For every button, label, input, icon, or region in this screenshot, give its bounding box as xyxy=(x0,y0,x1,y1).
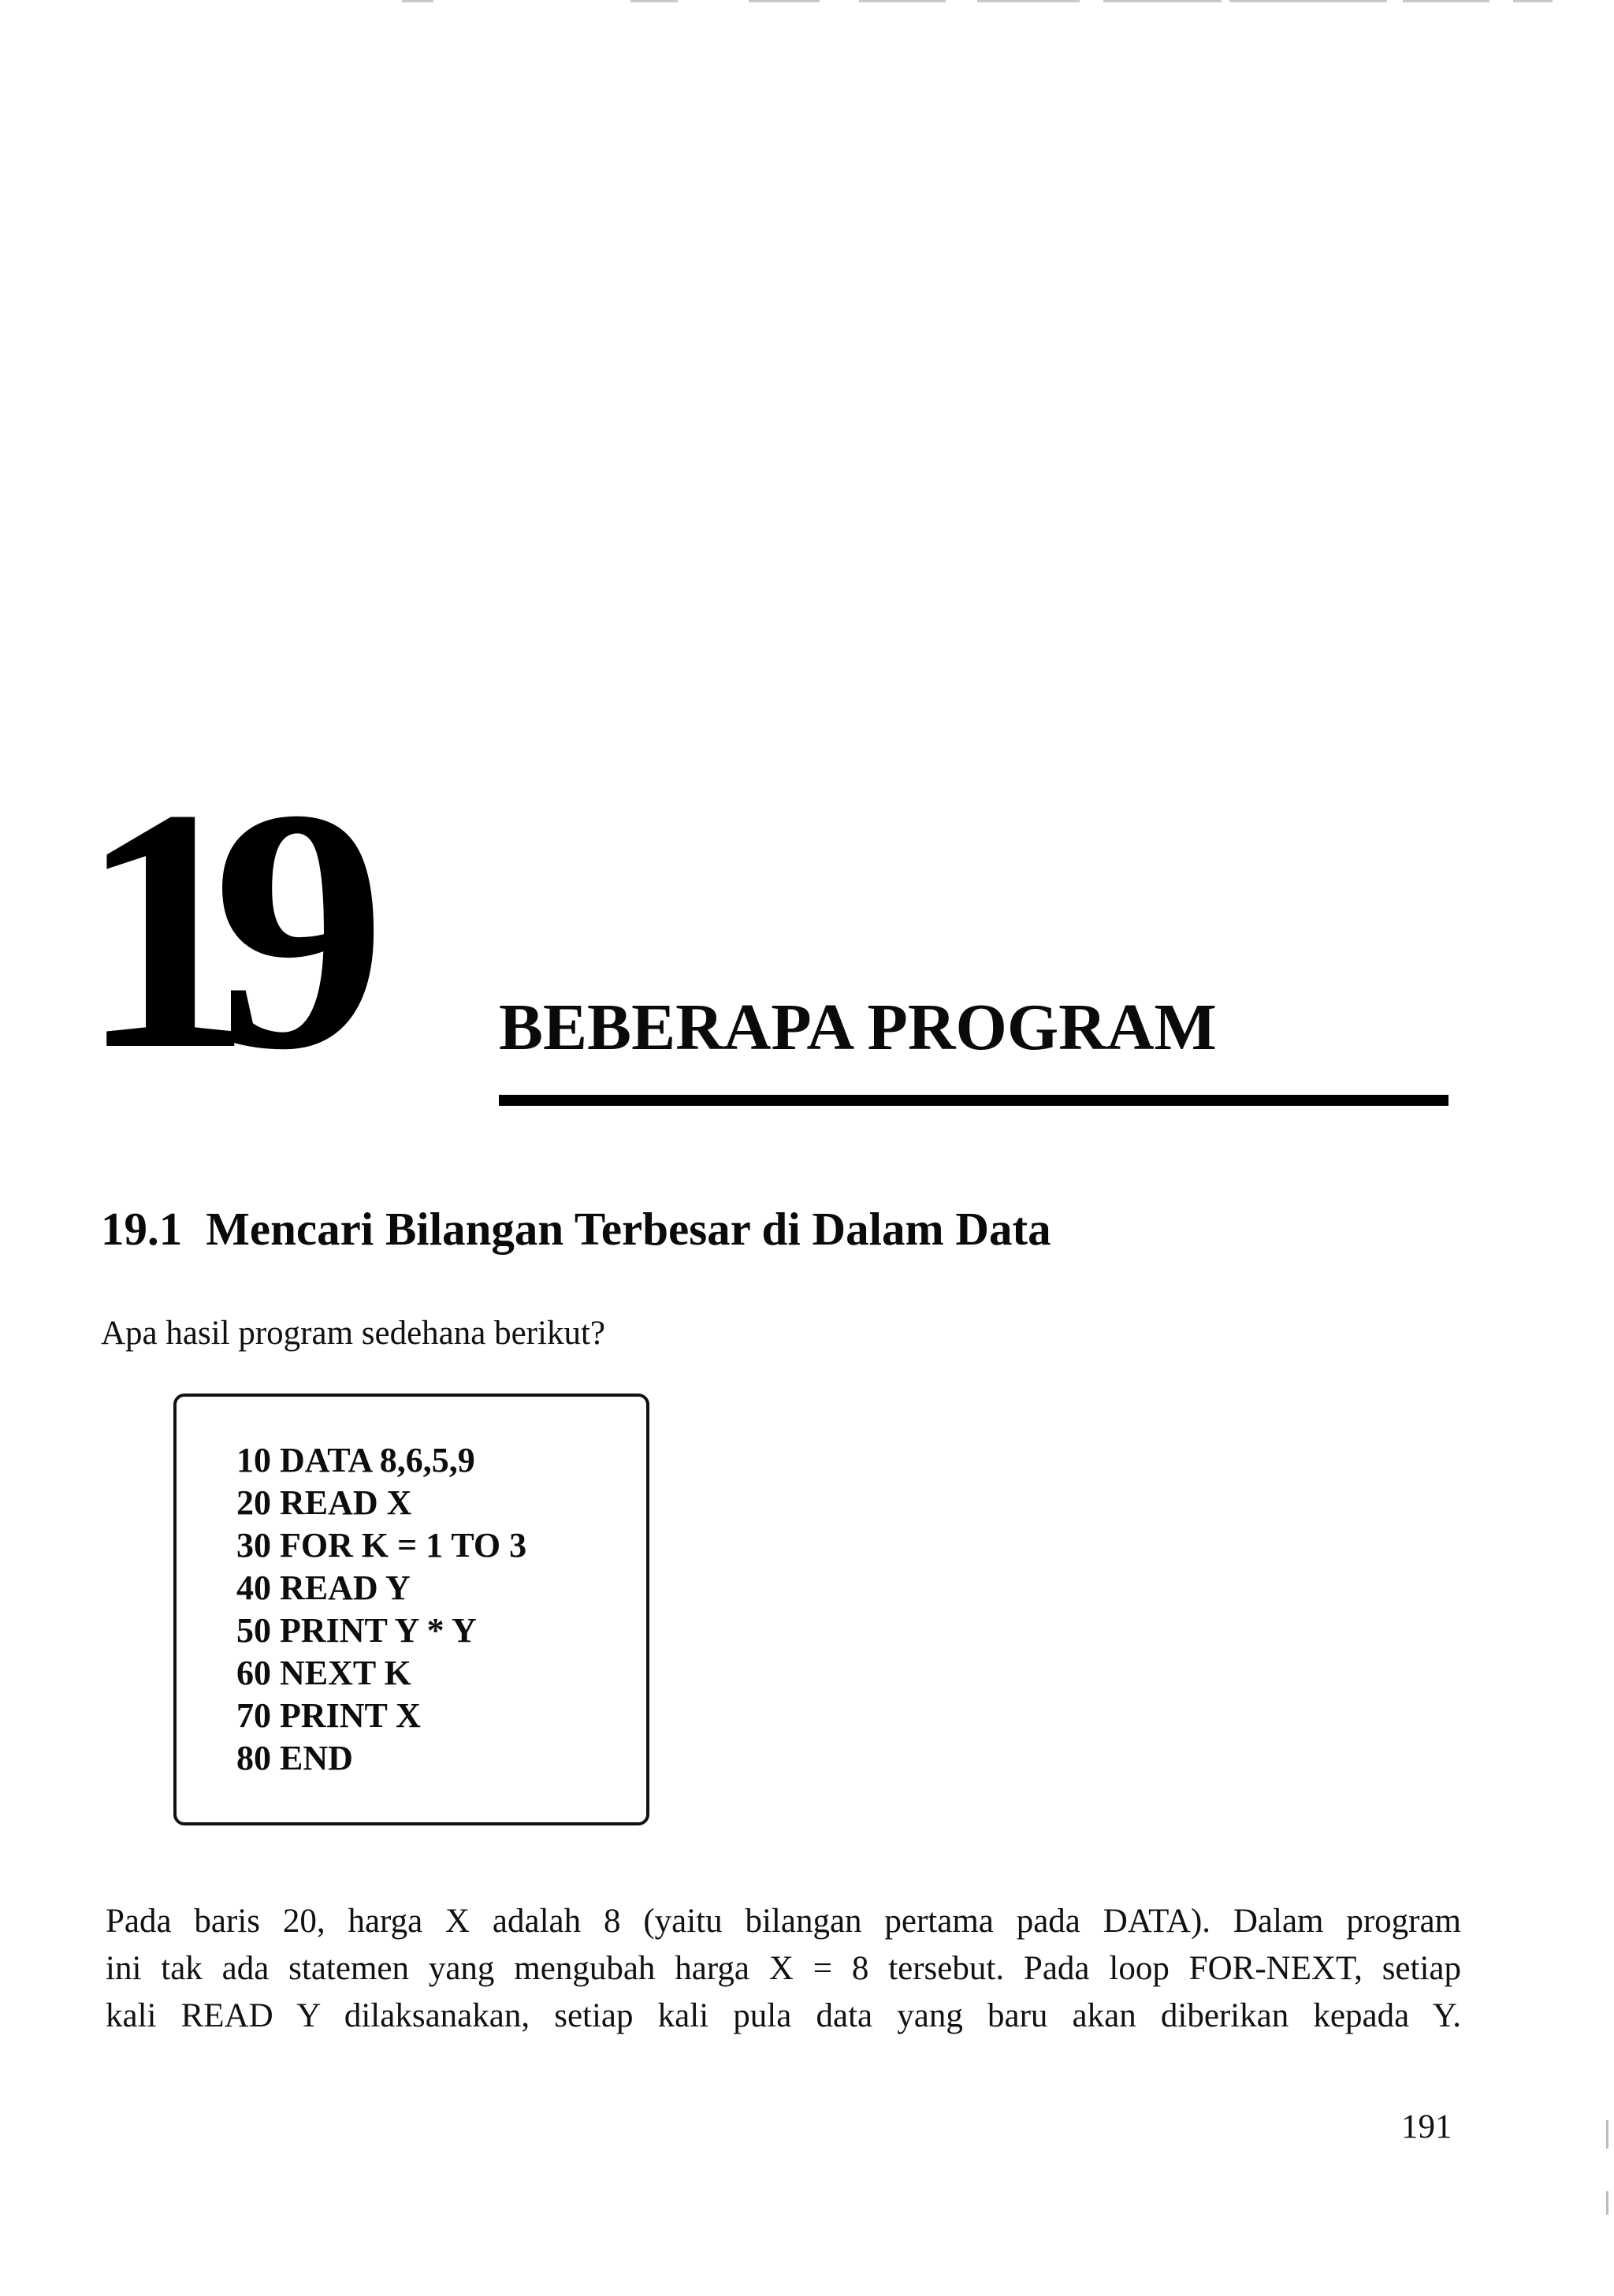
chapter-number: 19 xyxy=(79,738,347,1122)
section-heading xyxy=(101,1203,1051,1255)
body-line: Pada baris 20, harga X adalah 8 (yaitu bilangan pertama pada DATA). Dalam program xyxy=(106,1903,1461,1940)
scan-artifact xyxy=(1103,0,1222,2)
scan-artifact xyxy=(859,0,946,2)
section-title: Mencari Bilangan Terbesar di Dalam Data xyxy=(206,1203,1051,1255)
code-line: 10 DATA 8,6,5,9 xyxy=(236,1441,475,1479)
scan-artifact xyxy=(402,0,433,2)
code-line: 60 NEXT K xyxy=(236,1654,411,1692)
scan-artifact xyxy=(977,0,1080,2)
scan-artifact xyxy=(1606,2120,1608,2149)
code-listing-box xyxy=(173,1394,649,1825)
chapter-title-rule xyxy=(499,1095,1449,1106)
body-paragraph xyxy=(106,1898,1461,2040)
scan-artifact xyxy=(749,0,820,2)
code-listing xyxy=(236,1439,526,1780)
page-number: 191 xyxy=(1401,2108,1452,2145)
code-line: 80 END xyxy=(236,1739,353,1777)
scan-artifact xyxy=(630,0,678,2)
code-line: 50 PRINT Y * Y xyxy=(236,1611,477,1650)
body-line: kali READ Y dilaksanakan, setiap kali pula data yang baru akan diberikan kepada Y. xyxy=(106,1997,1461,2034)
section-number: 19.1 xyxy=(101,1203,183,1255)
scan-artifact xyxy=(1606,2191,1608,2215)
scan-artifact xyxy=(1229,0,1387,2)
code-line: 70 PRINT X xyxy=(236,1696,421,1735)
body-line: ini tak ada statemen yang mengubah harga X = 8 tersebut. Pada loop FOR-NEXT, setiap xyxy=(106,1950,1461,1987)
chapter-title: BEBERAPA PROGRAM xyxy=(499,991,1217,1064)
scan-artifact xyxy=(1513,0,1553,2)
code-line: 40 READ Y xyxy=(236,1568,411,1607)
code-line: 30 FOR K = 1 TO 3 xyxy=(236,1526,527,1565)
scan-artifact xyxy=(1403,0,1489,2)
intro-text: Apa hasil program sedehana berikut? xyxy=(101,1315,605,1352)
code-line: 20 READ X xyxy=(236,1483,412,1522)
